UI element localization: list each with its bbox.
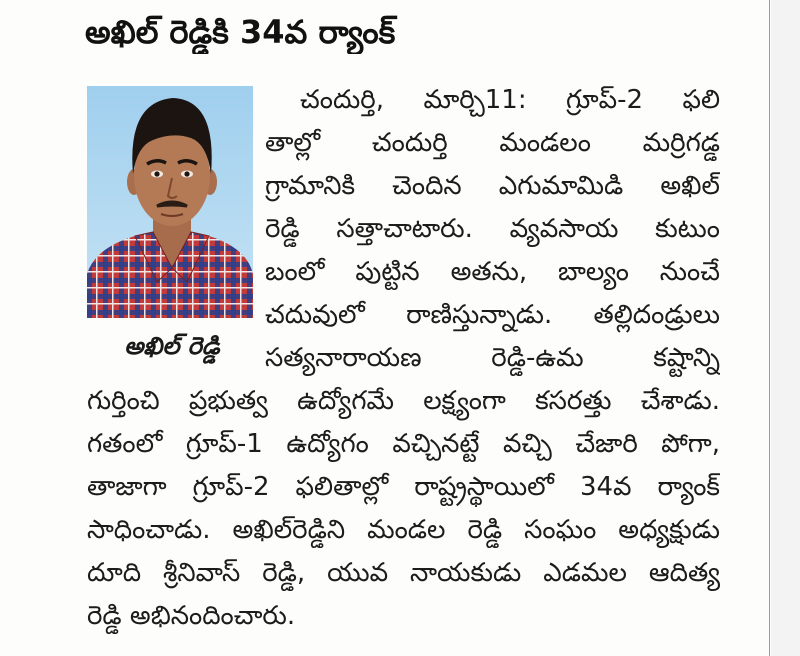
body-line-8: గుర్తించి ప్రభుత్వ ఉద్యోగమే లక్ష్యంగా కసరత్తు చేశాడు. <box>87 386 720 416</box>
body-line-1: చందుర్తి, మార్చి11: గ్రూప్-2 ఫలి <box>300 85 720 115</box>
column-divider <box>769 0 770 656</box>
body-line-10: తాజాగా గ్రూప్-2 ఫలితాల్లో రాష్ట్రస్థాయిలో 34వ ర్యాంక్ <box>87 472 720 502</box>
body-line-7: సత్యనారాయణ రెడ్డి-ఉమ కష్టాన్ని <box>265 343 720 373</box>
body-line-11: సాధించాడు. అఖిల్‌రెడ్డిని మండల రెడ్డి సంఘం అధ్యక్షుడు <box>87 515 720 545</box>
body-line-12: దూది శ్రీనివాస్ రెడ్డి, యువ నాయకుడు ఎడమల ఆదిత్య <box>87 558 720 588</box>
article-headline: అఖిల్ రెడ్డికి 34వ ర్యాంక్ <box>85 13 396 51</box>
page-margin <box>771 0 800 656</box>
body-line-6: చదువులో రాణిస్తున్నాడు. తల్లిదండ్రులు <box>265 300 720 330</box>
photo-caption: అఖిల్ రెడ్డి <box>124 332 220 360</box>
portrait-photo <box>87 86 253 318</box>
body-line-13: రెడ్డి అభినందించారు. <box>87 601 296 631</box>
body-line-2: తాల్లో చందుర్తి మండలం మర్రిగడ్డ <box>265 128 720 158</box>
body-line-4: రెడ్డి సత్తాచాటారు. వ్యవసాయ కుటుం <box>265 214 720 244</box>
body-line-5: బంలో పుట్టిన అతను, బాల్యం నుంచే <box>265 257 720 287</box>
body-line-9: గతంలో గ్రూప్-1 ఉద్యోగం వచ్చినట్టే వచ్చి చేజారి పోగా, <box>87 429 720 459</box>
body-line-3: గ్రామానికి చెందిన ఎగుమామిడి అఖిల్ <box>265 171 720 201</box>
